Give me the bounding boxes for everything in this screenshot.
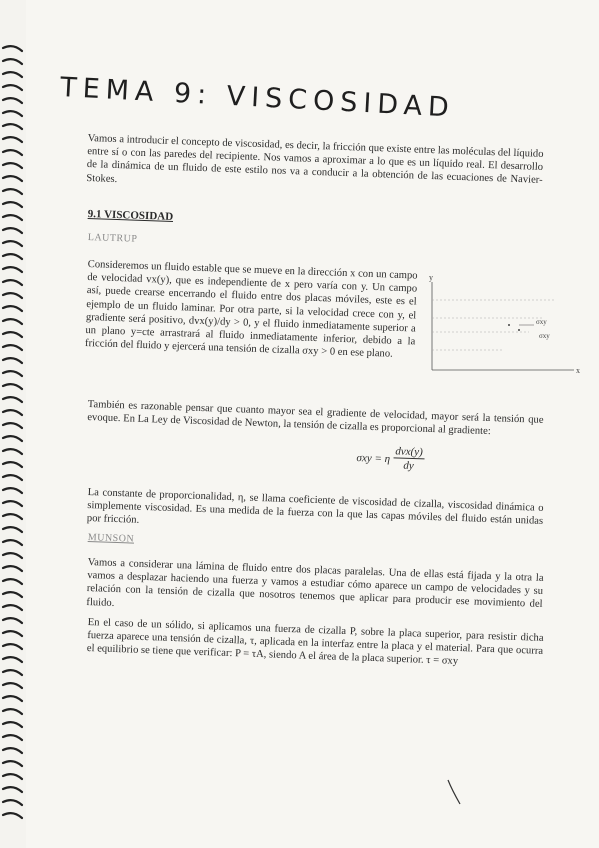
spiral-coil	[3, 683, 22, 688]
spiral-coil	[3, 787, 22, 792]
source-block-1	[88, 232, 544, 259]
spiral-coil	[3, 384, 22, 389]
spiral-coil	[3, 215, 22, 220]
spiral-coil	[3, 85, 22, 90]
spiral-coil	[3, 228, 22, 233]
spiral-coil	[3, 488, 22, 493]
spiral-coil	[3, 644, 22, 649]
spiral-coil	[3, 319, 22, 324]
para-1-block	[85, 258, 418, 362]
spiral-coil	[3, 501, 22, 506]
para-5-block	[87, 616, 544, 671]
spiral-coil	[3, 592, 22, 597]
spiral-coil	[3, 397, 22, 402]
spiral-coil	[3, 462, 22, 467]
spiral-coil	[3, 761, 22, 766]
spiral-coil	[3, 163, 22, 168]
intro-block	[86, 132, 544, 201]
spiral-coil	[3, 176, 22, 181]
spiral-coil	[3, 566, 22, 571]
spiral-coil	[3, 59, 22, 64]
flow-dot	[518, 329, 520, 331]
spiral-coil	[3, 527, 22, 532]
spiral-coil	[3, 540, 22, 545]
x-axis-label: x	[576, 366, 580, 375]
spiral-coil	[3, 241, 22, 246]
spiral-coil	[3, 98, 22, 103]
formula-block	[355, 444, 496, 476]
spiral-coil	[3, 748, 22, 753]
spiral-coil	[3, 46, 22, 51]
formula-lhs: σxy = η	[356, 451, 391, 465]
spiral-coil	[3, 774, 22, 779]
spiral-coil	[3, 735, 22, 740]
spiral-coil	[3, 722, 22, 727]
spiral-coil	[3, 358, 22, 363]
para-2-block	[87, 398, 544, 440]
spiral-coil	[3, 150, 22, 155]
sigma-upper-label: σxy	[536, 318, 547, 326]
paragraph-constante: La constante de proporcionalidad, η, se llama coeficiente de viscosidad de cizalla, viscosidad dinámica o simplemente viscosidad. Es una medida de la fuerza con la que las capas móviles del fluido están unidas por fricción.	[86, 486, 544, 528]
spiral-coil	[3, 800, 22, 805]
spiral-coil	[3, 631, 22, 636]
section-heading: 9.1 VISCOSIDAD	[87, 208, 174, 223]
spiral-coil	[3, 345, 22, 350]
spiral-coil	[3, 111, 22, 116]
spiral-coil	[3, 514, 22, 519]
spiral-coil	[3, 475, 22, 480]
para-4-block	[86, 556, 544, 625]
spiral-coil	[3, 423, 22, 428]
spiral-coil	[3, 618, 22, 623]
pen-mark	[446, 778, 466, 808]
paragraph-consideremos: Consideremos un fluido estable que se mueve en la dirección x con un campo de velocidad vx(y), que es independiente de x pero varía con y. Un campo así, puede crearse encerrando el fluido entre dos placas móviles, este es el ejemplo de un fluido laminar. Por otra parte, si la velocidad crece con y, el gradiente será positivo, dvx(y)/dy > 0, y el fluido inmediatamente superior a un plano y=cte arrastrará al fluido inmediatamente inferior, debido a la fricción del fluido y ejercerá una tensión de cizalla σxy > 0 en ese plano.	[84, 258, 418, 360]
spiral-coil	[3, 657, 22, 662]
paragraph-tambien: También es razonable pensar que cuanto mayor sea el gradiente de velocidad, mayor será la tensión que evoque. En La Ley de Viscosidad de Newton, la tensión de cizalla es proporcional al gradiente:	[87, 398, 544, 438]
spiral-coil	[3, 696, 22, 701]
formula-denominator: dy	[403, 459, 414, 473]
formula-numerator: dvx(y)	[393, 445, 425, 459]
section-heading-block	[88, 208, 544, 236]
spiral-coil	[3, 670, 22, 675]
spiral-coil	[3, 124, 22, 129]
spiral-coil	[3, 332, 22, 337]
para-3-block	[87, 486, 544, 541]
notebook-page	[26, 0, 599, 848]
spiral-coil	[3, 553, 22, 558]
spiral-coil	[3, 371, 22, 376]
spiral-coil	[3, 189, 22, 194]
spiral-coil	[3, 72, 22, 77]
viscosity-formula	[355, 444, 425, 473]
spiral-coil	[3, 579, 22, 584]
paragraph-solido: En el caso de un sólido, si aplicamos una fuerza de cizalla P, sobre la placa superior, para resistir dicha fuerza aparece una tensión de cizalla, τ, aplicada en la interfaz entre la placa y el material. Para que ocurra el equilibrio se tiene que verificar: P = τA, siendo A el área de la placa superior. τ = σxy	[86, 616, 544, 668]
spiral-coil	[3, 267, 22, 272]
spiral-coil	[3, 306, 22, 311]
spiral-coil	[3, 813, 22, 818]
source-lautrup: LAUTRUP	[87, 232, 138, 245]
spiral-coil	[3, 202, 22, 207]
spiral-coil	[3, 709, 22, 714]
paragraph-vamos: Vamos a considerar una lámina de fluido entre dos placas paralelas. Una de ellas está fijada y la otra la vamos a desplazar haciendo una fuerza y vamos a estudiar cómo aparece un campo de velocidades y su relación con la tensión de cizalla que nosotros tenemos que aplicar para producir ese movimiento del fluido.	[86, 556, 544, 611]
spiral-coil	[3, 449, 22, 454]
spiral-coil	[3, 410, 22, 415]
sigma-lower-label: σxy	[539, 332, 550, 340]
y-axis-label: y	[429, 273, 433, 282]
spiral-coil	[3, 280, 22, 285]
velocity-field-figure	[424, 270, 584, 382]
intro-paragraph: Vamos a introducir el concepto de viscosidad, es decir, la fricción que existe entre las moléculas del líquido entre sí o con las paredes del recipiente. Nos vamos a aproximar a lo que es un líquido real. El desarrollo de la dinámica de un fluido de este estilo nos va a conducir a la obtención de las ecuaciones de Navier-Stokes.	[86, 132, 544, 187]
spiral-coil	[3, 605, 22, 610]
spiral-binding	[0, 40, 26, 840]
spiral-coil	[3, 254, 22, 259]
source-munson: MUNSON	[87, 532, 135, 545]
spiral-coil	[3, 137, 22, 142]
spiral-coil	[3, 293, 22, 298]
spiral-coil	[3, 436, 22, 441]
page-title: TEMA 9: VISCOSIDAD	[59, 72, 456, 124]
flow-dot	[508, 324, 510, 326]
